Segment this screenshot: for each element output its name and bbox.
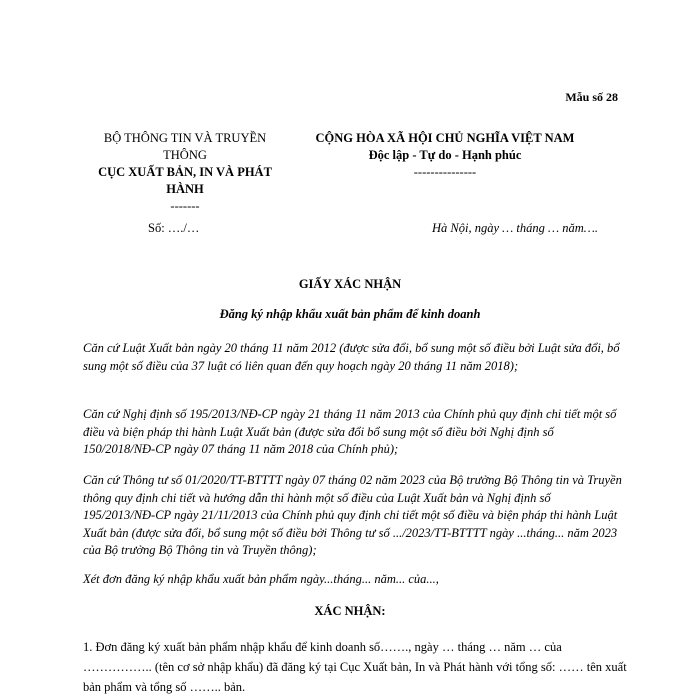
issuing-agency [95, 130, 275, 215]
country-name: CỘNG HÒA XÃ HỘI CHỦ NGHĨA VIỆT NAM [315, 131, 575, 145]
national-motto: Độc lập - Tự do - Hạnh phúc [368, 148, 522, 162]
place-date: Hà Nội, ngày … tháng … năm…. [432, 221, 598, 235]
left-divider: ------- [170, 199, 200, 213]
confirmation-item: 1. Đơn đăng ký xuất bản phẩm nhập khẩu để kinh doanh số……., ngày … tháng … năm … của …………….. (tên cơ sở nhập khẩu) đã đăng ký tại Cục Xuất bản, In và Phát hành với tổng số: …… tên xuất bản phẩm và tổng số …….. bản. [83, 640, 627, 694]
document-number: Số: …./… [148, 221, 200, 235]
legal-basis-paragraph: Căn cứ Thông tư số 01/2020/TT-BTTTT ngày 07 tháng 02 năm 2023 của Bộ trưởng Bộ Thông tin và Truyền thông quy định chi tiết và hướng dẫn thi hành một số điều của Luật Xuất bản và Nghị định số 195/2013/NĐ-CP ngày 21/11/2013 của Chính phủ quy định chi tiết một số điều và biện pháp thi hành Luật Xuất bản (được sửa đổi, bổ sung một số điều bởi Thông tư số .../2023/TT-BTTTT ngày ...tháng... năm 2023 của Bộ trưởng Bộ Thông tin và Truyền thông); [83, 473, 622, 557]
national-header [290, 130, 600, 181]
consideration-paragraph: Xét đơn đăng ký nhập khẩu xuất bản phẩm ngày...tháng... năm... của..., [83, 572, 439, 586]
form-number: Mẫu số 28 [565, 90, 618, 104]
legal-basis-paragraph: Căn cứ Luật Xuất bản ngày 20 tháng 11 năm 2012 (được sửa đổi, bổ sung một số điều bởi Luật sửa đổi, bổ sung một số điều của 37 luật có liên quan đến quy hoạch ngày 20 tháng 11 năm 2018); [83, 341, 620, 373]
legal-basis-paragraph: Căn cứ Nghị định số 195/2013/NĐ-CP ngày 21 tháng 11 năm 2013 của Chính phủ quy định chi tiết một số điều và biện pháp thi hành Luật Xuất bản (được sửa đổi bổ sung một số điều bởi Nghị định số 150/2018/NĐ-CP ngày 07 tháng 11 năm 2018 của Chính phủ); [83, 407, 617, 456]
right-divider: --------------- [413, 165, 477, 179]
document-subtitle: Đăng ký nhập khẩu xuất bản phẩm để kinh doanh [219, 307, 481, 321]
ministry-name: BỘ THÔNG TIN VÀ TRUYỀN THÔNG [103, 131, 267, 162]
document-title: GIẤY XÁC NHẬN [298, 277, 402, 291]
confirm-heading: XÁC NHẬN: [314, 604, 386, 618]
department-name: CỤC XUẤT BẢN, IN VÀ PHÁT HÀNH [98, 165, 272, 196]
